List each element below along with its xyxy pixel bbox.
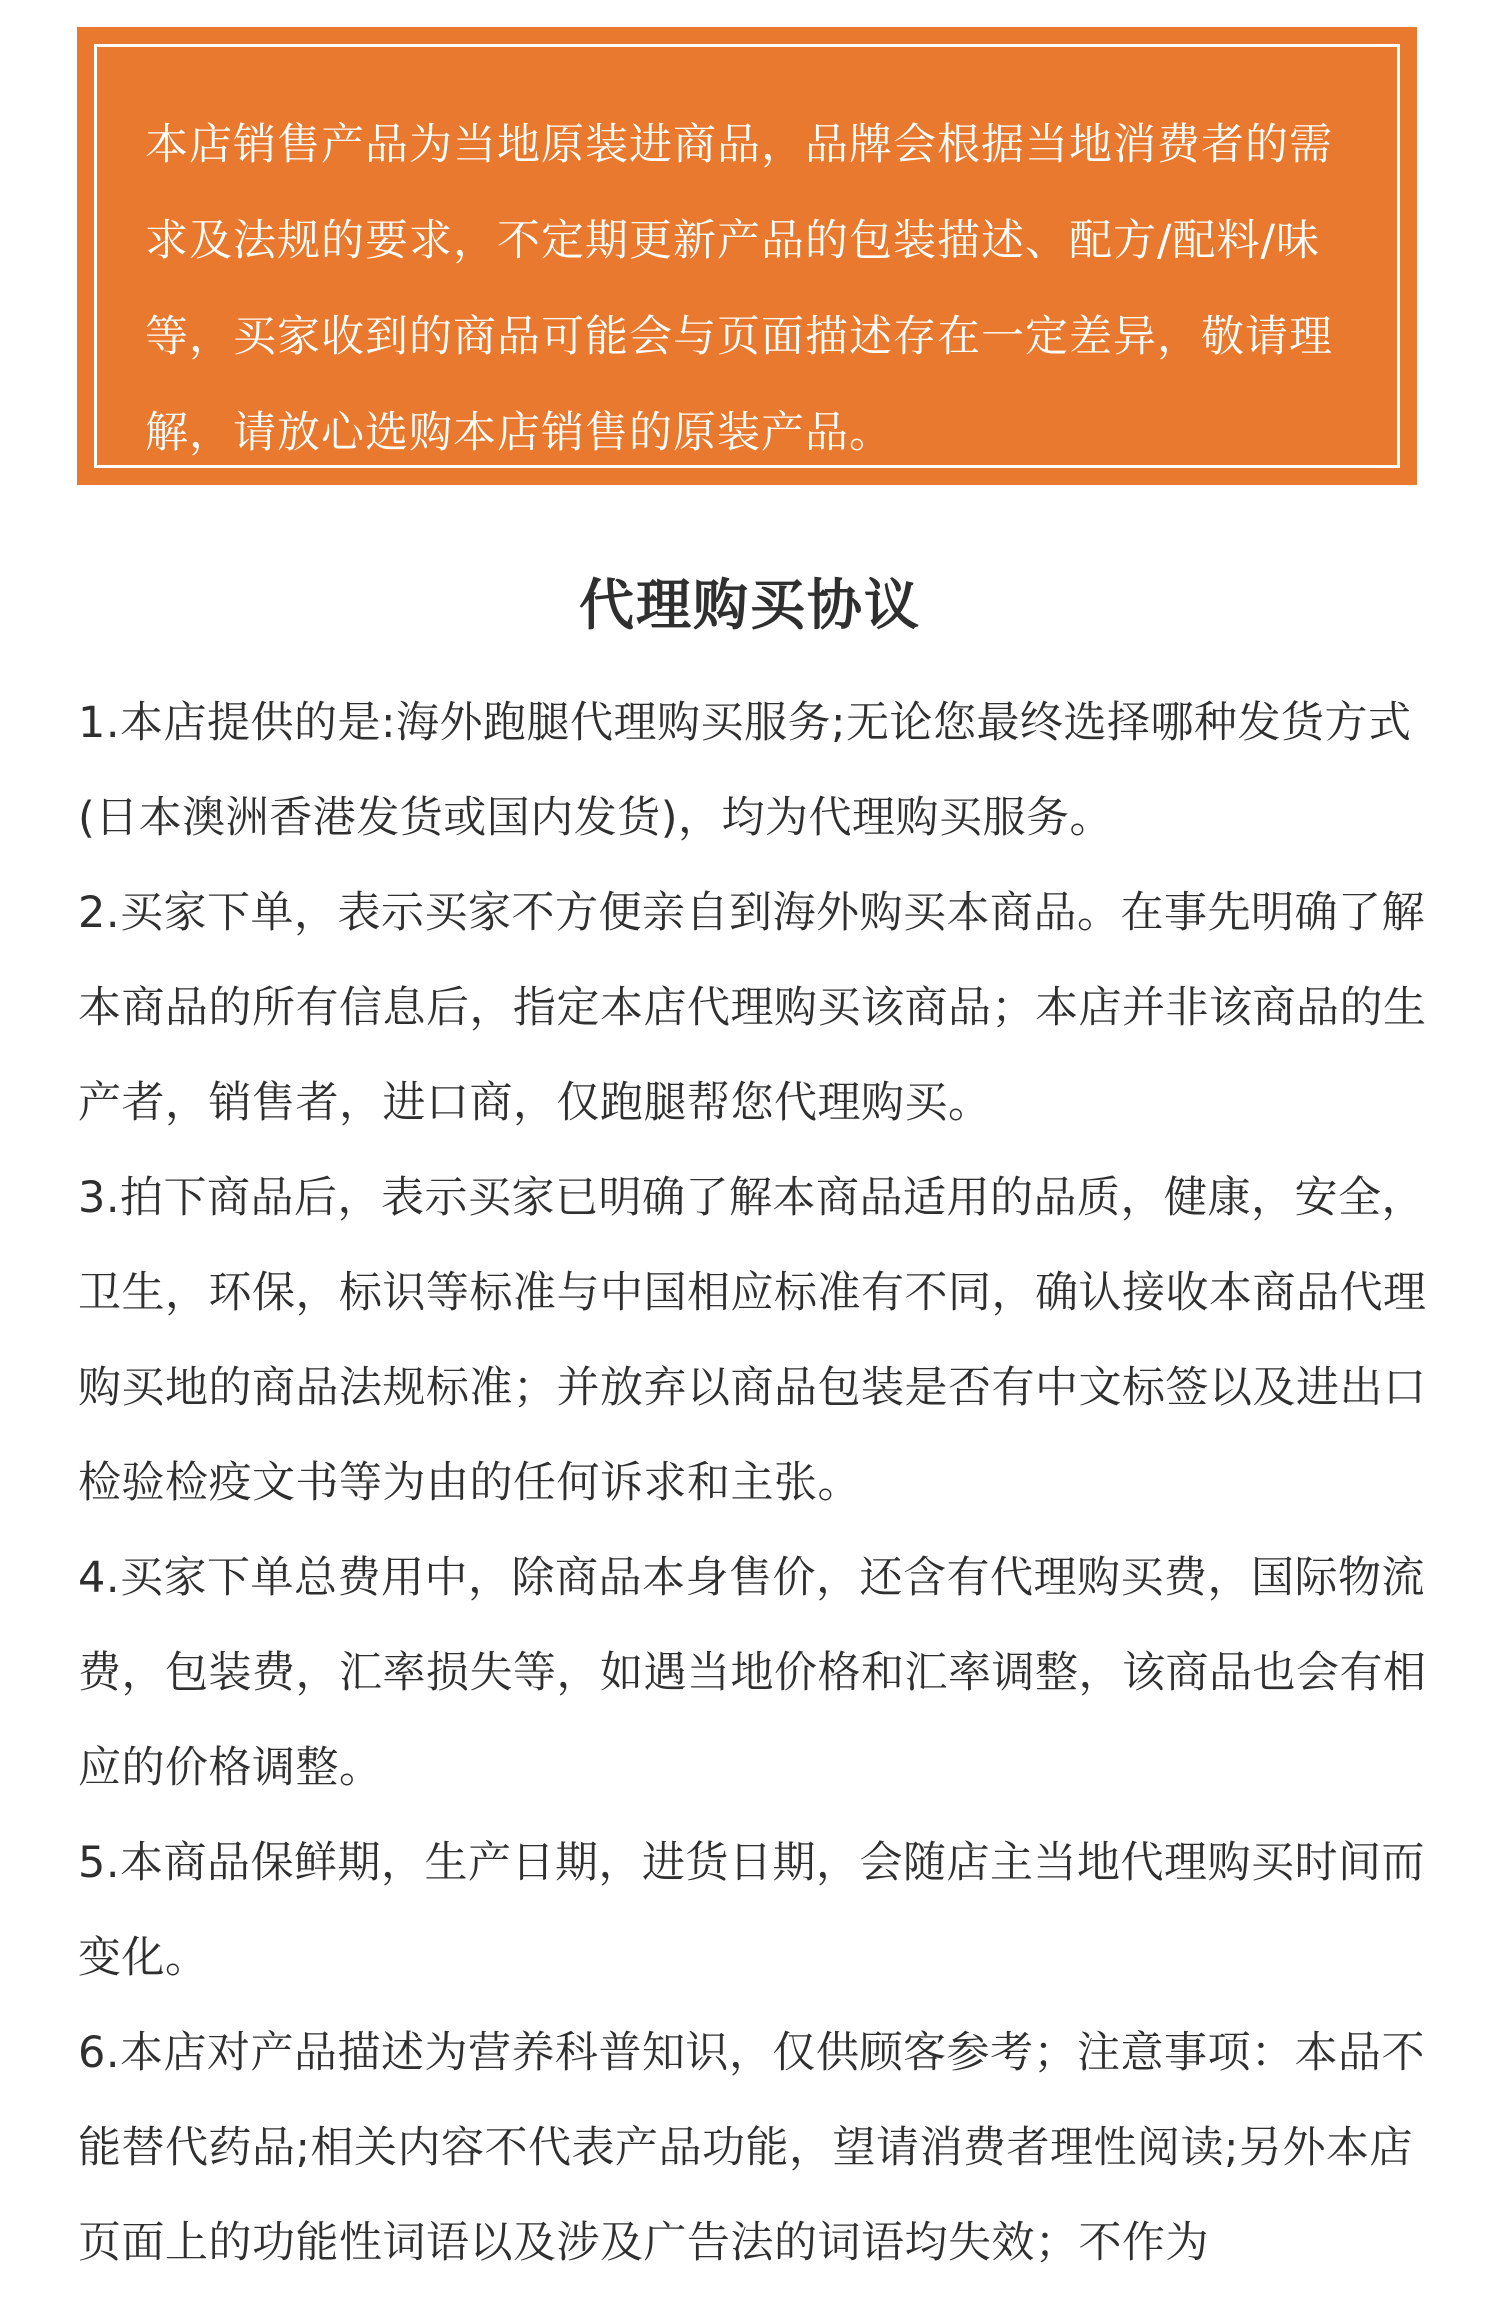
agreement-clause-1: 1.本店提供的是:海外跑腿代理购买服务;无论您最终选择哪种发货方式(日本澳洲香港发货或国内发货)，均为代理购买服务。	[78, 698, 1412, 843]
notice-text: 本店销售产品为当地原装进商品，品牌会根据当地消费者的需求及法规的要求，不定期更新产品的包装描述、配方/配料/味等，买家收到的商品可能会与页面描述存在一定差异，敬请理解，请放心选购本店销售的原装产品。	[145, 120, 1333, 458]
agreement-title: 代理购买协议	[578, 573, 921, 637]
notice-banner	[77, 27, 1417, 485]
agreement-clause-list	[78, 676, 1430, 2291]
agreement-clause-6: 6.本店对产品描述为营养科普知识，仅供顾客参考；注意事项：本品不能替代药品;相关内容不代表产品功能，望请消费者理性阅读;另外本店页面上的功能性词语以及涉及广告法的词语均失效；不作为	[78, 2028, 1426, 2268]
agreement-clause-3: 3.拍下商品后，表示买家已明确了解本商品适用的品质，健康，安全，卫生，环保，标识等标准与中国相应标准有不同，确认接收本商品代理购买地的商品法规标准；并放弃以商品包装是否有中文标签以及进出口检验检疫文书等为由的任何诉求和主张。	[78, 1173, 1427, 1508]
agreement-clause-4: 4.买家下单总费用中，除商品本身售价，还含有代理购买费，国际物流费，包装费，汇率损失等，如遇当地价格和汇率调整，该商品也会有相应的价格调整。	[78, 1553, 1427, 1793]
notice-inner-border	[94, 44, 1400, 468]
agreement-clause-5: 5.本商品保鲜期，生产日期，进货日期，会随店主当地代理购买时间而变化。	[78, 1838, 1426, 1983]
agreement-clause-2: 2.买家下单，表示买家不方便亲自到海外购买本商品。在事先明确了解本商品的所有信息后，指定本店代理购买该商品；本店并非该商品的生产者，销售者，进口商，仅跑腿帮您代理购买。	[78, 888, 1427, 1128]
